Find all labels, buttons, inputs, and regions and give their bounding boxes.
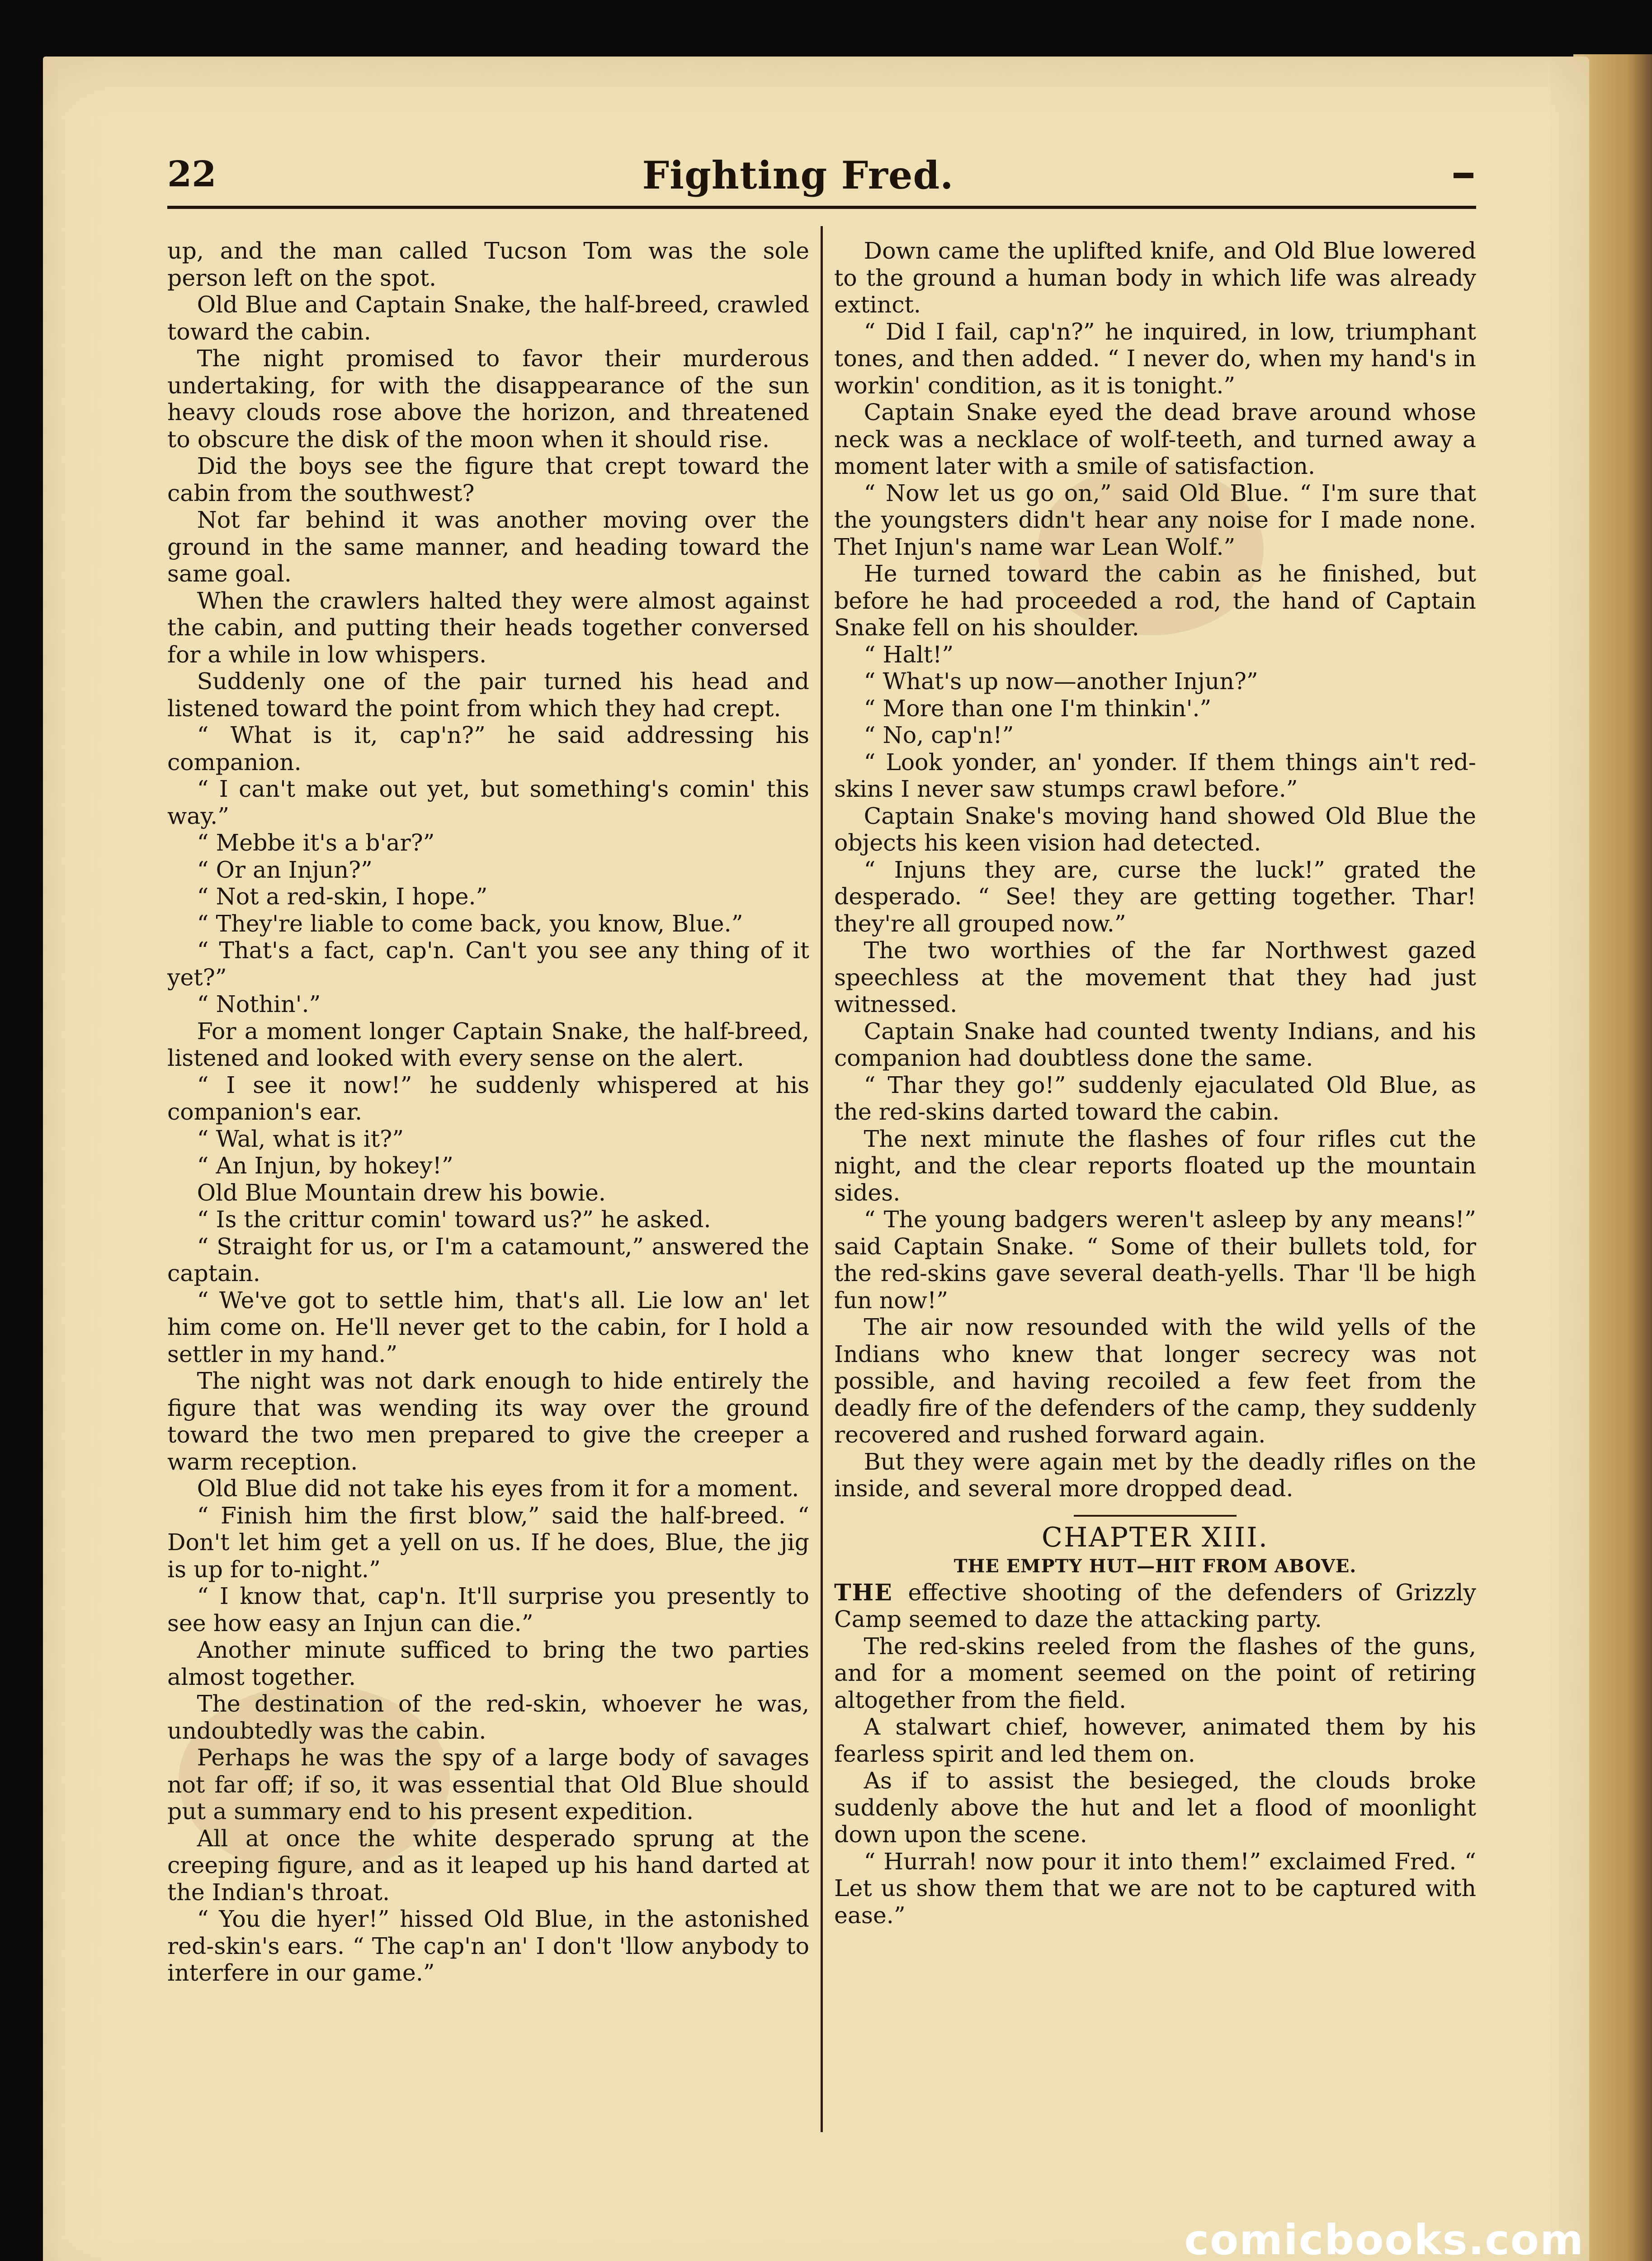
paragraph-text: Captain Snake eyed the dead brave around whose neck was a necklace of wolf-teeth, and turned away a moment later with a smile of satisfaction. xyxy=(834,399,1476,479)
paragraph xyxy=(167,722,809,776)
left-text-column xyxy=(167,237,809,1987)
paragraph xyxy=(834,560,1476,641)
paragraph xyxy=(834,480,1476,561)
paragraph xyxy=(834,399,1476,480)
paragraph xyxy=(167,453,809,506)
paragraph xyxy=(167,1637,809,1690)
paragraph xyxy=(167,1018,809,1072)
paragraph xyxy=(167,937,809,991)
paragraph-text: Another minute sufficed to bring the two parties almost together. xyxy=(167,1637,809,1690)
paragraph xyxy=(834,1633,1476,1714)
running-title: Fighting Fred. xyxy=(642,153,954,198)
paragraph-text: Old Blue did not take his eyes from it for a moment. xyxy=(197,1475,799,1502)
paragraph-text: Old Blue and Captain Snake, the half-breed, crawled toward the cabin. xyxy=(167,291,809,345)
paragraph xyxy=(834,1314,1476,1448)
chapter-heading: CHAPTER XIII. xyxy=(1042,1521,1269,1553)
paragraph-text: The next minute the flashes of four rifles cut the night, and the clear reports floated up the mountain sides. xyxy=(834,1125,1476,1206)
paragraph xyxy=(167,776,809,829)
paragraph xyxy=(834,695,1476,722)
paragraph-text: The night was not dark enough to hide entirely the figure that was wending its way over the ground toward the two men prepared to give the creeper a warm reception. xyxy=(167,1367,809,1475)
paragraph xyxy=(167,910,809,937)
paragraph xyxy=(167,1287,809,1368)
right-column-body xyxy=(834,237,1476,1502)
paragraph xyxy=(834,1767,1476,1848)
paragraph-text: “ No, cap'n!” xyxy=(864,722,1014,748)
paragraph xyxy=(167,1367,809,1475)
chapter-subtitle: THE EMPTY HUT—HIT FROM ABOVE. xyxy=(953,1555,1357,1577)
column-divider xyxy=(821,226,823,2132)
paragraph xyxy=(167,1233,809,1287)
paragraph xyxy=(834,937,1476,1018)
paragraph-text: The two worthies of the far Northwest gazed speechless at the movement that they had just witnessed. xyxy=(834,937,1476,1017)
paragraph xyxy=(167,345,809,453)
paragraph xyxy=(834,1848,1476,1929)
paragraph xyxy=(834,1713,1476,1767)
paragraph xyxy=(834,1206,1476,1314)
paragraph xyxy=(167,1825,809,1906)
paragraph-text: effective shooting of the defenders of Grizzly Camp seemed to daze the attacking party. xyxy=(834,1579,1476,1632)
chapter-lead-word: THE xyxy=(834,1579,893,1606)
paragraph xyxy=(167,668,809,722)
paragraph-text: The destination of the red-skin, whoever he was, undoubtedly was the cabin. xyxy=(167,1690,809,1744)
paragraph xyxy=(167,1152,809,1179)
paragraph xyxy=(834,1072,1476,1126)
paragraph xyxy=(167,1179,809,1206)
paragraph-text: “ I know that, cap'n. It'll surprise you presently to see how easy an Injun can die.” xyxy=(167,1583,809,1637)
paragraph xyxy=(167,829,809,856)
paragraph-text: Perhaps he was the spy of a large body of savages not far off; if so, it was essential that Old Blue should put a summary end to his present expedition. xyxy=(167,1744,809,1825)
paragraph-text: “ We've got to settle him, that's all. Lie low an' let him come on. He'll never get to the cabin, for I hold a settler in my hand.” xyxy=(167,1287,809,1367)
paragraph-text: But they were again met by the deadly rifles on the inside, and several more dropped dead. xyxy=(834,1448,1476,1502)
paragraph xyxy=(167,883,809,910)
chapter-rule xyxy=(1074,1515,1237,1517)
paragraph xyxy=(167,1690,809,1744)
watermark: comicbooks.com xyxy=(1184,2216,1584,2261)
paragraph-text: “ They're liable to come back, you know, Blue.” xyxy=(197,910,743,937)
paragraph xyxy=(834,856,1476,937)
paragraph-text: “ What's up now—another Injun?” xyxy=(864,668,1258,695)
paragraph-text: “ What is it, cap'n?” he said addressing his companion. xyxy=(167,722,809,776)
paragraph-text: “ I see it now!” he suddenly whispered at his companion's ear. xyxy=(167,1071,809,1125)
paragraph xyxy=(167,856,809,884)
paragraph-text: Suddenly one of the pair turned his head and listened toward the point from which they had crept. xyxy=(167,668,809,722)
paragraph-text: For a moment longer Captain Snake, the half-breed, listened and looked with every sense on the alert. xyxy=(167,1017,809,1071)
chapter-heading-block xyxy=(834,1515,1476,1579)
paragraph xyxy=(167,237,809,291)
paragraph-text: When the crawlers halted they were almost against the cabin, and putting their heads together conversed for a while in low whispers. xyxy=(167,587,809,668)
paragraph-text: “ Nothin'.” xyxy=(197,991,321,1017)
paragraph-text: “ You die hyer!” hissed Old Blue, in the astonished red-skin's ears. “ The cap'n an' I don't 'llow anybody to interfere in our game.” xyxy=(167,1906,809,1986)
paragraph-text: “ Wal, what is it?” xyxy=(197,1125,404,1152)
right-text-column xyxy=(834,237,1476,1929)
paragraph-text: “ Thar they go!” suddenly ejaculated Old Blue, as the red-skins darted toward the cabin. xyxy=(834,1071,1476,1125)
paragraph-text: Down came the uplifted knife, and Old Blue lowered to the ground a human body in which life was already extinct. xyxy=(834,237,1476,318)
paragraph xyxy=(834,749,1476,803)
header-rule xyxy=(167,206,1476,209)
paragraph-text: up, and the man called Tucson Tom was the sole person left on the spot. xyxy=(167,237,809,291)
paragraph xyxy=(167,1126,809,1153)
paragraph xyxy=(834,1579,1476,1633)
paragraph xyxy=(167,1206,809,1233)
paragraph-text: He turned toward the cabin as he finished, but before he had proceeded a rod, the hand of Captain Snake fell on his shoulder. xyxy=(834,560,1476,641)
paragraph-text: All at once the white desperado sprung at the creeping figure, and as it leaped up his hand darted at the Indian's throat. xyxy=(167,1825,809,1906)
paragraph xyxy=(834,803,1476,856)
chapter-body xyxy=(834,1579,1476,1929)
paragraph-text: The air now resounded with the wild yells of the Indians who knew that longer secrecy was not possible, and having recoiled a few feet from the deadly fire of the defenders of the camp, they suddenly recovered and rushed forward again. xyxy=(834,1314,1476,1448)
paragraph-text: As if to assist the besieged, the clouds broke suddenly above the hut and let a flood of moonlight down upon the scene. xyxy=(834,1767,1476,1848)
paragraph xyxy=(834,1448,1476,1502)
paragraph-text: Captain Snake's moving hand showed Old Blue the objects his keen vision had detected. xyxy=(834,802,1476,856)
paragraph xyxy=(167,291,809,345)
header-dash-mark xyxy=(1454,173,1473,178)
paragraph-text: “ Hurrah! now pour it into them!” exclaimed Fred. “ Let us show them that we are not to be captured with ease.” xyxy=(834,1848,1476,1929)
paragraph xyxy=(834,668,1476,695)
paragraph xyxy=(834,318,1476,399)
paragraph-text: “ Injuns they are, curse the luck!” grated the desperado. “ See! they are getting together. Thar! they're all grouped now.” xyxy=(834,856,1476,937)
paragraph xyxy=(167,1502,809,1583)
paragraph-text: “ Is the crittur comin' toward us?” he asked. xyxy=(197,1206,711,1233)
paragraph xyxy=(834,722,1476,749)
paragraph-text: “ Mebbe it's a b'ar?” xyxy=(197,829,435,856)
paragraph-text: “ Straight for us, or I'm a catamount,” answered the captain. xyxy=(167,1233,809,1287)
paragraph-text: Captain Snake had counted twenty Indians, and his companion had doubtless done the same. xyxy=(834,1017,1476,1071)
paragraph-text: The night promised to favor their murderous undertaking, for with the disappearance of the sun heavy clouds rose above the horizon, and threatened to obscure the disk of the moon when it should rise. xyxy=(167,345,809,453)
paragraph xyxy=(167,506,809,587)
paragraph-text: Not far behind it was another moving over the ground in the same manner, and heading toward the same goal. xyxy=(167,506,809,587)
paragraph-text: The red-skins reeled from the flashes of the guns, and for a moment seemed on the point of retiring altogether from the field. xyxy=(834,1632,1476,1713)
paragraph-text: “ Not a red-skin, I hope.” xyxy=(197,883,488,910)
page-header xyxy=(122,145,1474,203)
page-number: 22 xyxy=(167,154,217,195)
paragraph-text: “ The young badgers weren't asleep by any means!” said Captain Snake. “ Some of their bullets told, for the red-skins gave several death-yells. Thar 'll be high fun now!” xyxy=(834,1206,1476,1314)
paragraph xyxy=(834,641,1476,668)
paragraph-text: “ Now let us go on,” said Old Blue. “ I'm sure that the youngsters didn't hear any noise for I made none. Thet Injun's name war Lean Wolf.” xyxy=(834,479,1476,560)
paragraph-text: “ Look yonder, an' yonder. If them things ain't red-skins I never saw stumps crawl before.” xyxy=(834,748,1476,802)
paragraph-text: Old Blue Mountain drew his bowie. xyxy=(197,1179,606,1206)
paragraph-text: “ An Injun, by hokey!” xyxy=(197,1152,453,1179)
paragraph-text: “ Did I fail, cap'n?” he inquired, in low, triumphant tones, and then added. “ I never do, when my hand's in workin' condition, as it is tonight.” xyxy=(834,318,1476,399)
paragraph xyxy=(167,1906,809,1987)
paragraph-text: “ More than one I'm thinkin'.” xyxy=(864,695,1212,722)
paragraph xyxy=(167,1583,809,1637)
paragraph xyxy=(167,1744,809,1825)
paragraph xyxy=(834,1126,1476,1206)
paragraph xyxy=(834,1018,1476,1072)
paragraph xyxy=(167,587,809,668)
paragraph xyxy=(167,1072,809,1126)
paragraph xyxy=(834,237,1476,318)
paragraph xyxy=(167,991,809,1018)
paragraph-text: “ I can't make out yet, but something's comin' this way.” xyxy=(167,776,809,829)
paragraph-text: Did the boys see the figure that crept toward the cabin from the southwest? xyxy=(167,453,809,506)
paragraph xyxy=(167,1475,809,1502)
paragraph-text: A stalwart chief, however, animated them by his fearless spirit and led them on. xyxy=(834,1713,1476,1767)
paragraph-text: “ That's a fact, cap'n. Can't you see any thing of it yet?” xyxy=(167,937,809,991)
paragraph-text: “ Finish him the first blow,” said the half-breed. “ Don't let him get a yell on us. If he does, Blue, the jig is up for to-night.” xyxy=(167,1502,809,1583)
paragraph-text: “ Halt!” xyxy=(864,641,954,668)
paragraph-text: “ Or an Injun?” xyxy=(197,856,373,883)
